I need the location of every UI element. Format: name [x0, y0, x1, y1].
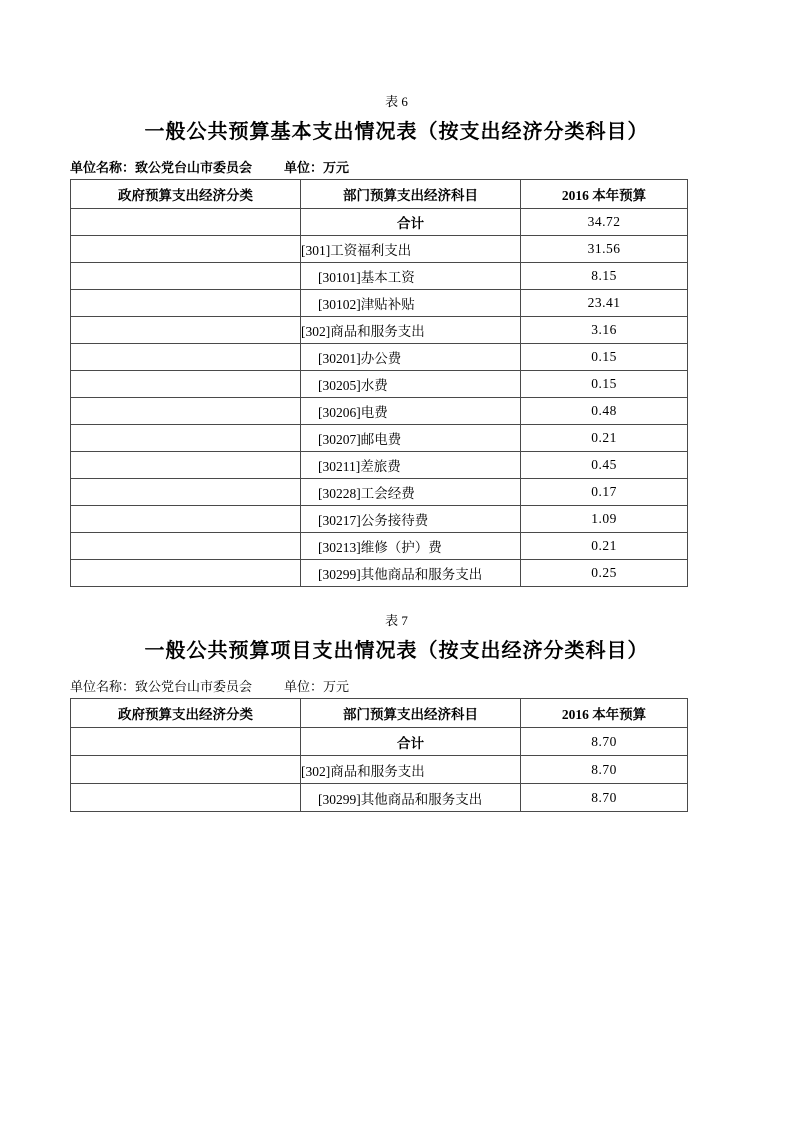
- table-row: [71, 317, 688, 344]
- table6-unit-line: [70, 160, 687, 175]
- table-row: [71, 236, 688, 263]
- gov-class-cell: [71, 452, 301, 479]
- dept-item-cell: [301]工资福利支出: [301, 236, 521, 263]
- amount-cell: 0.17: [521, 479, 688, 506]
- dept-item-cell: [30228]工会经费: [301, 479, 521, 506]
- amount-cell: 8.70: [521, 756, 688, 784]
- col-header-budget-2016: 2016 本年预算: [521, 699, 688, 728]
- dept-item-cell: [30299]其他商品和服务支出: [301, 560, 521, 587]
- table-row: [71, 209, 688, 236]
- basic-expenditure-section: [0, 95, 793, 587]
- dept-item-cell: 合计: [301, 209, 521, 236]
- table-row: [71, 533, 688, 560]
- amount-cell: 0.21: [521, 533, 688, 560]
- table6-label: 表 6: [385, 94, 408, 109]
- amount-cell: 3.16: [521, 317, 688, 344]
- basic-expenditure-table: [70, 179, 688, 587]
- gov-class-cell: [71, 236, 301, 263]
- table-row: [71, 425, 688, 452]
- amount-cell: 0.15: [521, 344, 688, 371]
- amount-cell: 34.72: [521, 209, 688, 236]
- table-row: [71, 263, 688, 290]
- dept-item-cell: [30213]维修（护）费: [301, 533, 521, 560]
- amount-cell: 31.56: [521, 236, 688, 263]
- amount-cell: 0.45: [521, 452, 688, 479]
- table-row: [71, 728, 688, 756]
- dept-item-cell: [30205]水费: [301, 371, 521, 398]
- col-header-dept-item: 部门预算支出经济科目: [301, 699, 521, 728]
- dept-item-cell: [302]商品和服务支出: [301, 756, 521, 784]
- dept-item-cell: [30201]办公费: [301, 344, 521, 371]
- dept-item-cell: [30102]津贴补贴: [301, 290, 521, 317]
- table-header-row: [71, 699, 688, 728]
- gov-class-cell: [71, 398, 301, 425]
- org-name-label: 单位名称：致公党台山市委员会: [70, 679, 253, 694]
- dept-item-cell: [30206]电费: [301, 398, 521, 425]
- col-header-gov-class: 政府预算支出经济分类: [71, 699, 301, 728]
- amount-cell: 0.15: [521, 371, 688, 398]
- table-row: [71, 371, 688, 398]
- gov-class-cell: [71, 344, 301, 371]
- table-row: [71, 452, 688, 479]
- org-name-label: 单位名称：致公党台山市委员会: [70, 160, 253, 175]
- table-row: [71, 560, 688, 587]
- amount-cell: 8.70: [521, 784, 688, 812]
- unit-label: 单位：万元: [284, 160, 350, 175]
- amount-cell: 8.70: [521, 728, 688, 756]
- amount-cell: 0.48: [521, 398, 688, 425]
- table-row: [71, 479, 688, 506]
- table-row: [71, 506, 688, 533]
- gov-class-cell: [71, 756, 301, 784]
- table-row: [71, 398, 688, 425]
- col-header-dept-item: 部门预算支出经济科目: [301, 180, 521, 209]
- dept-item-cell: 合计: [301, 728, 521, 756]
- table-row: [71, 784, 688, 812]
- table-row: [71, 290, 688, 317]
- gov-class-cell: [71, 209, 301, 236]
- table7-label: 表 7: [385, 613, 408, 628]
- dept-item-cell: [30211]差旅费: [301, 452, 521, 479]
- gov-class-cell: [71, 317, 301, 344]
- dept-item-cell: [302]商品和服务支出: [301, 317, 521, 344]
- amount-cell: 0.25: [521, 560, 688, 587]
- gov-class-cell: [71, 371, 301, 398]
- gov-class-cell: [71, 479, 301, 506]
- project-expenditure-section: [0, 614, 793, 812]
- gov-class-cell: [71, 560, 301, 587]
- project-expenditure-table: [70, 698, 688, 812]
- gov-class-cell: [71, 263, 301, 290]
- col-header-budget-2016: 2016 本年预算: [521, 180, 688, 209]
- table-row: [71, 344, 688, 371]
- gov-class-cell: [71, 425, 301, 452]
- col-header-gov-class: 政府预算支出经济分类: [71, 180, 301, 209]
- dept-item-cell: [30299]其他商品和服务支出: [301, 784, 521, 812]
- table6-title: 一般公共预算基本支出情况表（按支出经济分类科目）: [144, 121, 649, 143]
- gov-class-cell: [71, 533, 301, 560]
- table7-unit-line: [70, 679, 687, 694]
- dept-item-cell: [30101]基本工资: [301, 263, 521, 290]
- gov-class-cell: [71, 728, 301, 756]
- amount-cell: 1.09: [521, 506, 688, 533]
- amount-cell: 8.15: [521, 263, 688, 290]
- unit-label: 单位：万元: [284, 679, 350, 694]
- gov-class-cell: [71, 290, 301, 317]
- amount-cell: 0.21: [521, 425, 688, 452]
- table-row: [71, 756, 688, 784]
- dept-item-cell: [30217]公务接待费: [301, 506, 521, 533]
- gov-class-cell: [71, 784, 301, 812]
- dept-item-cell: [30207]邮电费: [301, 425, 521, 452]
- table7-title: 一般公共预算项目支出情况表（按支出经济分类科目）: [144, 640, 649, 662]
- table-header-row: [71, 180, 688, 209]
- gov-class-cell: [71, 506, 301, 533]
- amount-cell: 23.41: [521, 290, 688, 317]
